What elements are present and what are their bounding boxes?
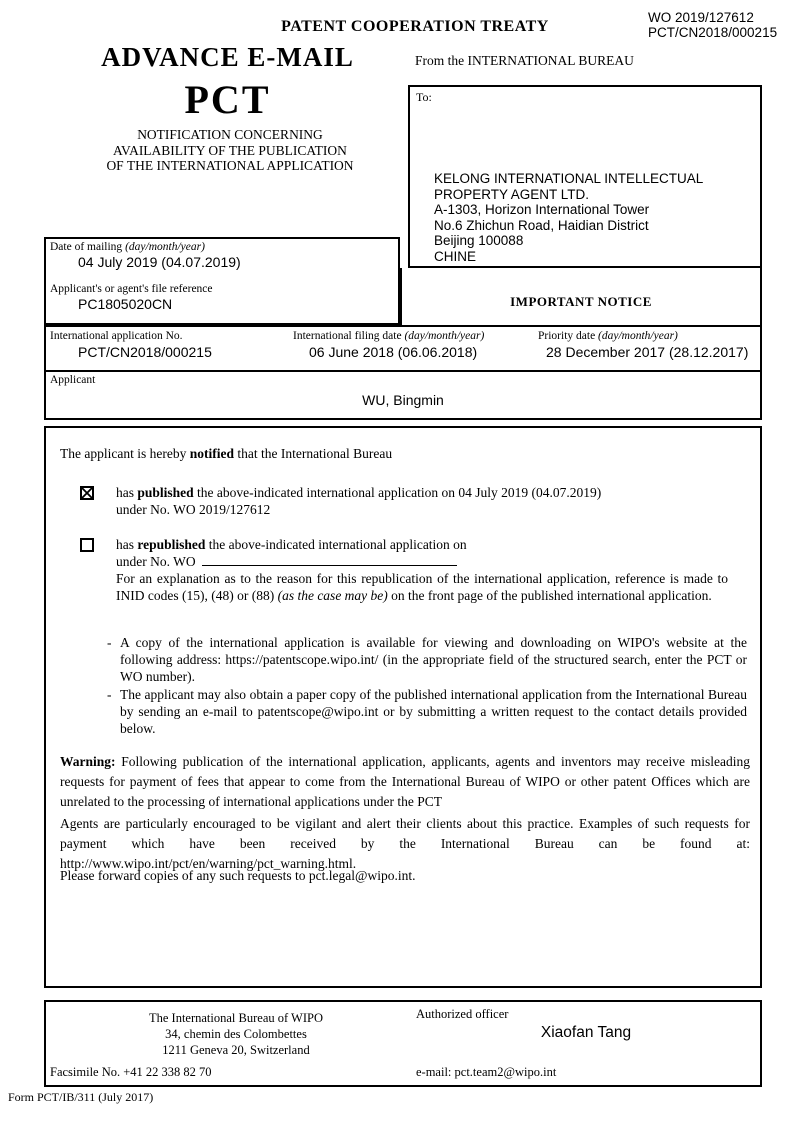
republished-item <box>80 536 728 604</box>
applicant-row <box>44 372 762 420</box>
applicant-label: Applicant <box>50 374 96 386</box>
authorized-officer-label: Authorized officer <box>416 1007 509 1021</box>
priority-date-label: Priority date (day/month/year) <box>538 330 678 342</box>
bureau-address: The International Bureau of WIPO 34, chemin des Colombettes 1211 Geneva 20, Switzerland <box>148 1011 324 1057</box>
mailing-box <box>44 237 400 325</box>
pct-application-number: PCT/CN2018/000215 <box>648 25 778 40</box>
republished-checkbox[interactable] <box>80 538 94 552</box>
important-notice-cell <box>400 268 762 325</box>
republished-under-no-label: under No. WO <box>116 554 196 569</box>
advance-email-title: ADVANCE E-MAIL <box>101 42 354 72</box>
priority-date-cell <box>534 327 760 370</box>
wo-publication-number: WO 2019/127612 <box>648 10 754 25</box>
address-line: A-1303, Horizon International Tower <box>434 202 650 217</box>
address-line: CHINE <box>434 248 477 264</box>
paper-copy-text: The applicant may also obtain a paper copy of the published international application from the International Bureau by sending an e-mail to patentscope@wipo.int or by submitting a written request to the contact details provided below. <box>120 687 747 736</box>
copy-available-item: - A copy of the international application is available for viewing and downloading on WIPO's website at the following address: https://patentscope.wipo.int/ (in the appropriate field of the structured search, enter the PCT or WO number). <box>107 635 747 684</box>
filing-date-value: 06 June 2018 (06.06.2018) <box>309 344 478 360</box>
to-label: To: <box>416 90 432 104</box>
treaty-title: PATENT COOPERATION TREATY <box>281 18 549 35</box>
address-line: PROPERTY AGENT LTD. <box>434 186 590 202</box>
date-of-mailing-label: Date of mailing (day/month/year) <box>50 241 205 253</box>
filing-date-cell <box>289 327 534 370</box>
file-reference-label: Applicant's or agent's file reference <box>50 283 213 295</box>
application-number-value: PCT/CN2018/000215 <box>78 344 212 360</box>
important-notice-title: IMPORTANT NOTICE <box>510 294 652 309</box>
address-line: Beijing 100088 <box>434 233 524 248</box>
from-bureau-line: From the INTERNATIONAL BUREAU <box>415 53 634 68</box>
authorized-officer-name: Xiaofan Tang <box>540 1024 632 1041</box>
file-reference-value: PC1805020CN <box>78 296 173 312</box>
forward-paragraph: Please forward copies of any such requests to pct.legal@wipo.int. <box>60 868 416 883</box>
application-number-label: International application No. <box>50 330 183 342</box>
published-item <box>80 484 601 518</box>
footer-box <box>44 1000 762 1087</box>
published-checkbox[interactable] <box>80 486 94 500</box>
warning-paragraph: Warning: Following publication of the international application, applicants, agents and inventors may receive misleading requests for payment of fees that appear to come from the International Bureau of WIPO or other patent Offices which are unrelated to the processing of international applications under the PCT <box>60 754 750 809</box>
recipient-address <box>434 171 703 264</box>
notification-title: NOTIFICATION CONCERNING AVAILABILITY OF THE PUBLICATION OF THE INTERNATIONAL APPLICATION <box>106 127 354 173</box>
pct-logo: PCT <box>184 77 271 122</box>
document-numbers <box>648 10 777 40</box>
application-info-row <box>44 325 762 372</box>
date-of-mailing-value: 04 July 2019 (04.07.2019) <box>78 254 241 270</box>
notification-body <box>44 426 762 988</box>
address-line: KELONG INTERNATIONAL INTELLECTUAL <box>434 171 704 186</box>
wo-number-blank <box>202 553 457 566</box>
priority-date-value: 28 December 2017 (28.12.2017) <box>546 344 749 360</box>
paper-copy-item: - The applicant may also obtain a paper copy of the published international application from the International Bureau by sending an e-mail to patentscope@wipo.int or by submitting a written request to the contact details provided below. <box>107 687 747 736</box>
republished-text: has republished the above-indicated international application on under No. WO For an explanation as to the reason for this republication of the international application, reference is made to INID codes (15), (48) or (88) (as the case may be) on the front page of the published international application. <box>116 537 728 603</box>
checkmark-x-icon <box>82 488 92 498</box>
facsimile-number: Facsimile No. +41 22 338 82 70 <box>50 1065 212 1079</box>
footer-email: e-mail: pct.team2@wipo.int <box>416 1065 557 1079</box>
agents-paragraph: Agents are particularly encouraged to be vigilant and alert their clients about this practice. Examples of such requests for payment which have been received by the International Bureau can be found at: http://www.wipo.int/pct/en/warning/pct_warning.html. <box>60 816 750 871</box>
published-under-no: under No. WO 2019/127612 <box>116 502 271 517</box>
published-text: has published the above-indicated international application on 04 July 2019 (04.07.2019) under No. WO 2019/127612 <box>116 485 602 517</box>
address-line: No.6 Zhichun Road, Haidian District <box>434 217 649 233</box>
filing-date-label: International filing date (day/month/year) <box>293 330 485 342</box>
copy-available-text: A copy of the international application is available for viewing and downloading on WIPO's website at the following address: https://patentscope.wipo.int/ (in the appropriate field of the structured search, enter the PCT or WO number). <box>120 635 747 684</box>
intro-line: The applicant is hereby notified that the International Bureau <box>60 446 393 461</box>
applicant-value: WU, Bingmin <box>362 392 444 408</box>
application-number-cell <box>46 327 289 370</box>
recipient-box <box>408 85 762 268</box>
republication-explanation: For an explanation as to the reason for this republication of the international application, reference is made to INID codes (15), (48) or (88) (as the case may be) on the front page of the published international application. <box>116 571 728 603</box>
form-number: Form PCT/IB/311 (July 2017) <box>8 1090 154 1104</box>
